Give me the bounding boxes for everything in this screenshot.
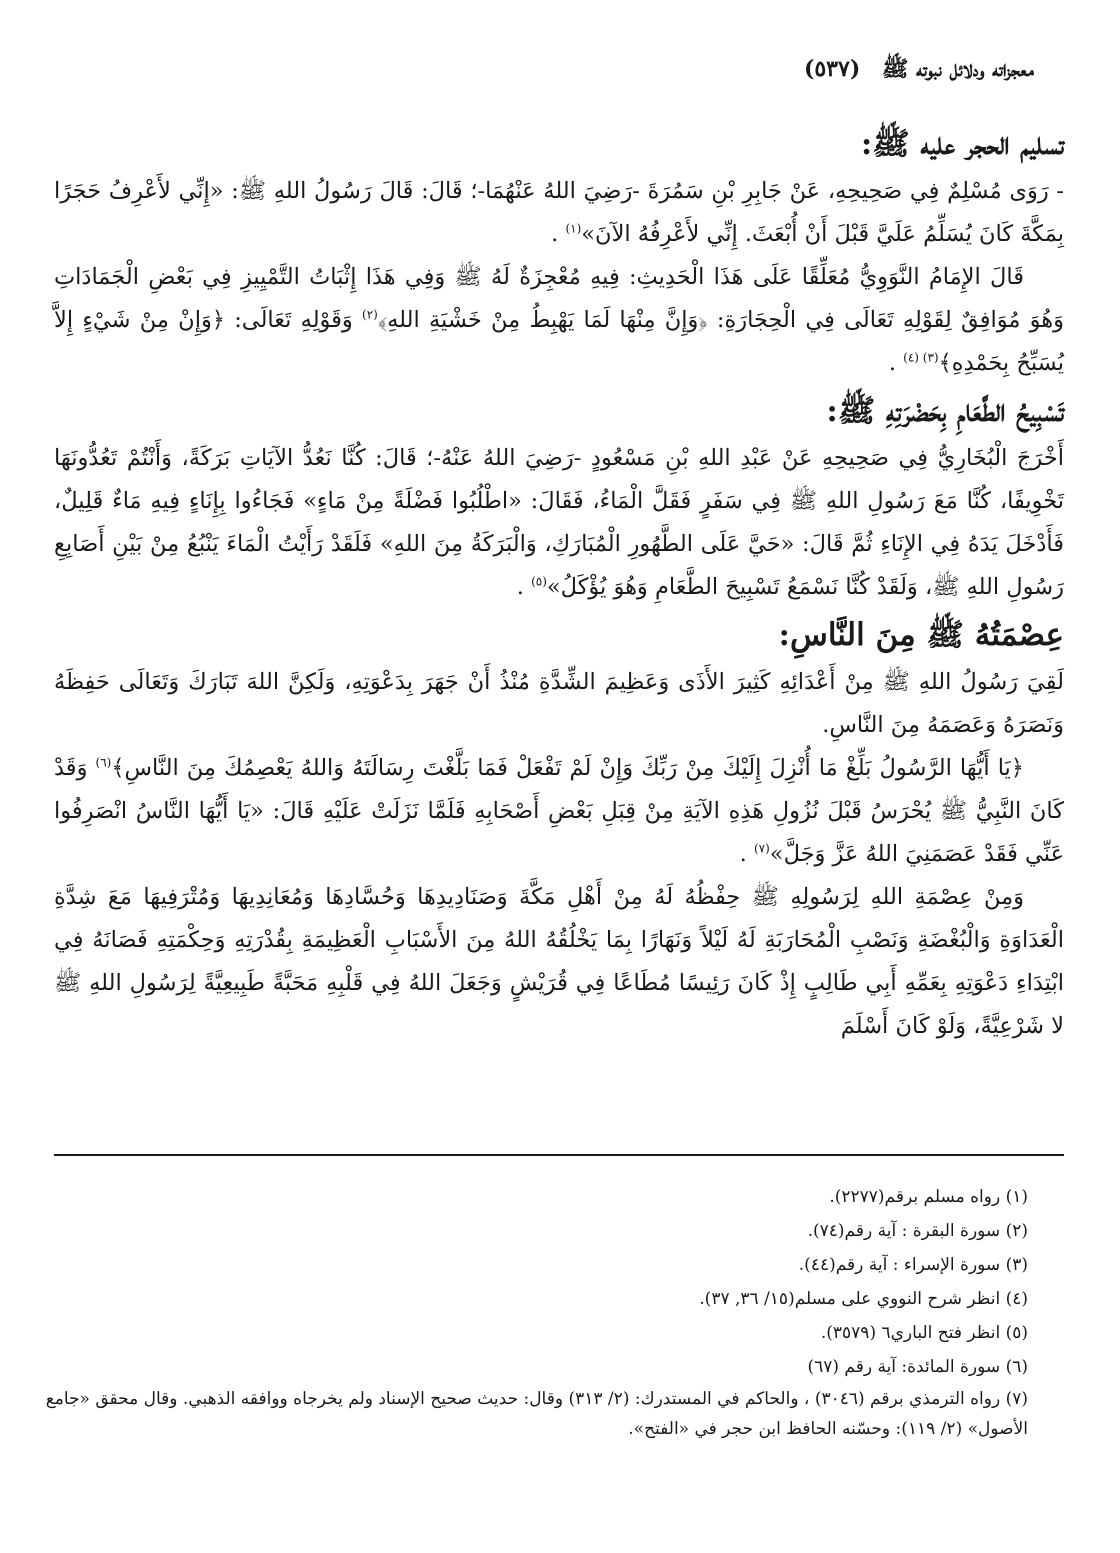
footnote-2: (٢) سورة البقرة : آية رقم(٧٤). (807, 1221, 1028, 1241)
running-header (0, 52, 1034, 86)
footnote-1: (١) رواه مسلم برقم(٢٢٧٧). (829, 1187, 1028, 1207)
section-heading-protection: عِصْمَتُهُ ﷺ مِنَ النَّاسِ: (778, 617, 1064, 653)
paragraph (54, 661, 1064, 747)
footnote-4: (٤) انظر شرح النووي على مسلم(١٥/ ٣٦, ٣٧). (699, 1289, 1028, 1309)
paragraph-tail: وَقَوْلِهِ تَعَالَى: ﴿وَإِنْ مِنْ شَيْءٍ إِلاَّ يُسَبِّحُ بِحَمْدِهِ﴾ (54, 307, 1064, 376)
footnote-marker: (٣) (٤) (903, 350, 939, 365)
header-title: معجزاته ودلائل نبوته ﷺ (881, 56, 1034, 82)
paragraph-tail: وَقَدْ كَانَ النَّبِيُّ ﷺ يُحْرَسُ قَبْلَ نُزُولِ هَذِهِ الآيَةِ مِنْ قِبَلِ بَعْضِ أَصْحَابِهِ فَلَمَّا نَزَلَتْ عَلَيْهِ قَالَ: «يَا أَيُّهَا النَّاسُ انْصَرِفُوا عَنِّي فَقَدْ عَصَمَنِيَ اللهُ عَزَّ وَجَلَّ» (54, 755, 1064, 867)
paragraph-text: قَالَ الإِمَامُ النَّوَوِيُّ مُعَلِّقًا عَلَى هَذَا الْحَدِيثِ: فِيهِ مُعْجِزَةٌ لَهُ ﷺ وَفِي هَذَا إِثْبَاتُ التَّمْيِيزِ فِي بَعْضِ الْجَمَادَاتِ وَهُوَ مُوَافِقٌ لِقَوْلِهِ تَعَالَى فِي الْحِجَارَةِ: ﴿وَإِنَّ مِنْهَا لَمَا يَهْبِطُ مِنْ خَشْيَةِ اللهِ﴾ (54, 264, 1064, 333)
footnote-marker: (٦) (95, 755, 112, 770)
section-heading-stone-greeting: تسليم الحجر عليه ﷺ: (860, 126, 1064, 162)
section-heading-food-glorification: تَسْبِيحُ الطَّعَامِ بِحَضْرَتِهِ ﷺ: (826, 393, 1064, 429)
footnote-marker: (١) (565, 221, 582, 236)
paragraph (54, 747, 1064, 876)
footnote-7: (٧) رواه الترمذي برقم (٣٠٤٦) ، والحاكم في المستدرك: (٢/ ٣١٣) وقال: حديث صحيح الإسناد ولم يخرجاه ووافقه الذهبي. وقال محقق «جامع الأصول» (٢/ ١١٩): وحسّنه الحافظ ابن حجر في «الفتح». (45, 1389, 1028, 1439)
footnote-marker: (٧) (753, 841, 770, 856)
paragraph-tail: . (551, 221, 566, 247)
paragraph-text: وَمِنْ عِصْمَةِ اللهِ لِرَسُولِهِ ﷺ حِفْظُهُ لَهُ مِنْ أَهْلِ مَكَّةَ وَصَنَادِيدِهَا وَحُسَّادِهَا وَمُعَانِدِيهَا وَمُتْرَفِيهَا مَعَ شِدَّةِ الْعَدَاوَةِ وَالْبُغْضَةِ وَنَصْبِ الْمُحَارَبَةِ لَهُ لَيْلاً وَنَهَارًا بِمَا يَخْلُقُهُ اللهُ مِنَ الأَسْبَابِ الْعَظِيمَةِ بِقُدْرَتِهِ وَحِكْمَتِهِ فَصَانَهُ فِي ابْتِدَاءِ دَعْوَتِهِ بِعَمِّهِ أَبِي طَالِبٍ إِذْ كَانَ رَئِيسًا مُطَاعًا فِي قُرَيْشٍ وَجَعَلَ اللهُ فِي قَلْبِهِ مَحَبَّةً طَبِيعِيَّةً لِرَسُولِ اللهِ ﷺ لا شَرْعِيَّةً، وَلَوْ كَانَ أَسْلَمَ (54, 884, 1064, 1039)
paragraph-tail: . (516, 574, 532, 600)
footnote-6: (٦) سورة المائدة: آية رقم (٦٧) (807, 1357, 1028, 1377)
separator-line (54, 1154, 1064, 1156)
paragraph (54, 256, 1064, 385)
paragraph-text: ﴿يَا أَيُّهَا الرَّسُولُ بَلِّغْ مَا أُنْزِلَ إِلَيْكَ مِنْ رَبِّكَ وَإِنْ لَمْ تَفْعَلْ فَمَا بَلَّغْتَ رِسَالَتَهُ وَاللهُ يَعْصِمُكَ مِنَ النَّاسِ﴾ (111, 755, 1024, 781)
paragraph (54, 170, 1064, 256)
paragraph (54, 876, 1064, 1048)
paragraph-tail: . (888, 350, 904, 376)
paragraph-text: أَخْرَجَ الْبُخَارِيُّ فِي صَحِيحِهِ عَنْ عَبْدِ اللهِ بْنِ مَسْعُودٍ -رَضِيَ اللهُ عَنْهُ-؛ قَالَ: كُنَّا نَعُدُّ الآيَاتِ بَرَكَةً، وَأَنْتُمْ تَعُدُّونَهَا تَخْوِيفًا، كُنَّا مَعَ رَسُولِ اللهِ ﷺ فِي سَفَرٍ فَقَلَّ الْمَاءُ، فَقَالَ: «اطْلُبُوا فَضْلَةً مِنْ مَاءٍ» فَجَاءُوا بِإِنَاءٍ فِيهِ مَاءٌ قَلِيلٌ، فَأَدْخَلَ يَدَهُ فِي الإِنَاءِ ثُمَّ قَالَ: «حَيَّ عَلَى الطَّهُورِ الْمُبَارَكِ، وَالْبَرَكَةُ مِنَ اللهِ» فَلَقَدْ رَأَيْتُ الْمَاءَ يَنْبُعُ مِنْ بَيْنِ أَصَابِعِ رَسُولِ اللهِ ﷺ، وَلَقَدْ كُنَّا نَسْمَعُ تَسْبِيحَ الطَّعَامِ وَهُوَ يُؤْكَلُ» (54, 445, 1064, 600)
footnote-marker: (٥) (531, 574, 547, 589)
paragraph (54, 437, 1064, 609)
footnote-3: (٣) سورة الإسراء : آية رقم(٤٤). (798, 1255, 1028, 1275)
paragraph-tail: . (739, 841, 754, 867)
footnote-marker: (٢) (362, 307, 378, 322)
page-number: (٥٣٧) (803, 56, 861, 82)
footnote-5: (٥) انظر فتح الباري٦ (٣٥٧٩). (820, 1323, 1028, 1343)
paragraph-text: لَقِيَ رَسُولُ اللهِ ﷺ مِنْ أَعْدَائِهِ كَثِيرَ الأَذَى وَعَظِيمَ الشِّدَّةِ مُنْذُ أَنْ جَهَرَ بِدَعْوَتِهِ، وَلَكِنَّ اللهَ تَبَارَكَ وَتَعَالَى حَفِظَهُ وَنَصَرَهُ وَعَصَمَهُ مِنَ النَّاسِ. (54, 669, 1064, 738)
main-text (54, 118, 1064, 1048)
footnotes (38, 1180, 1028, 1444)
footnote-separator (54, 1154, 1064, 1156)
paragraph-text: - رَوَى مُسْلِمٌ فِي صَحِيحِهِ، عَنْ جَابِرِ بْنِ سَمُرَةَ -رَضِيَ اللهُ عَنْهُمَا-؛ قَالَ: قَالَ رَسُولُ اللهِ ﷺ: «إِنِّي لأَعْرِفُ حَجَرًا بِمَكَّةَ كَانَ يُسَلِّمُ عَلَيَّ قَبْلَ أَنْ أُبْعَثَ. إِنِّي لأَعْرِفُهُ الآنَ» (54, 178, 1064, 247)
